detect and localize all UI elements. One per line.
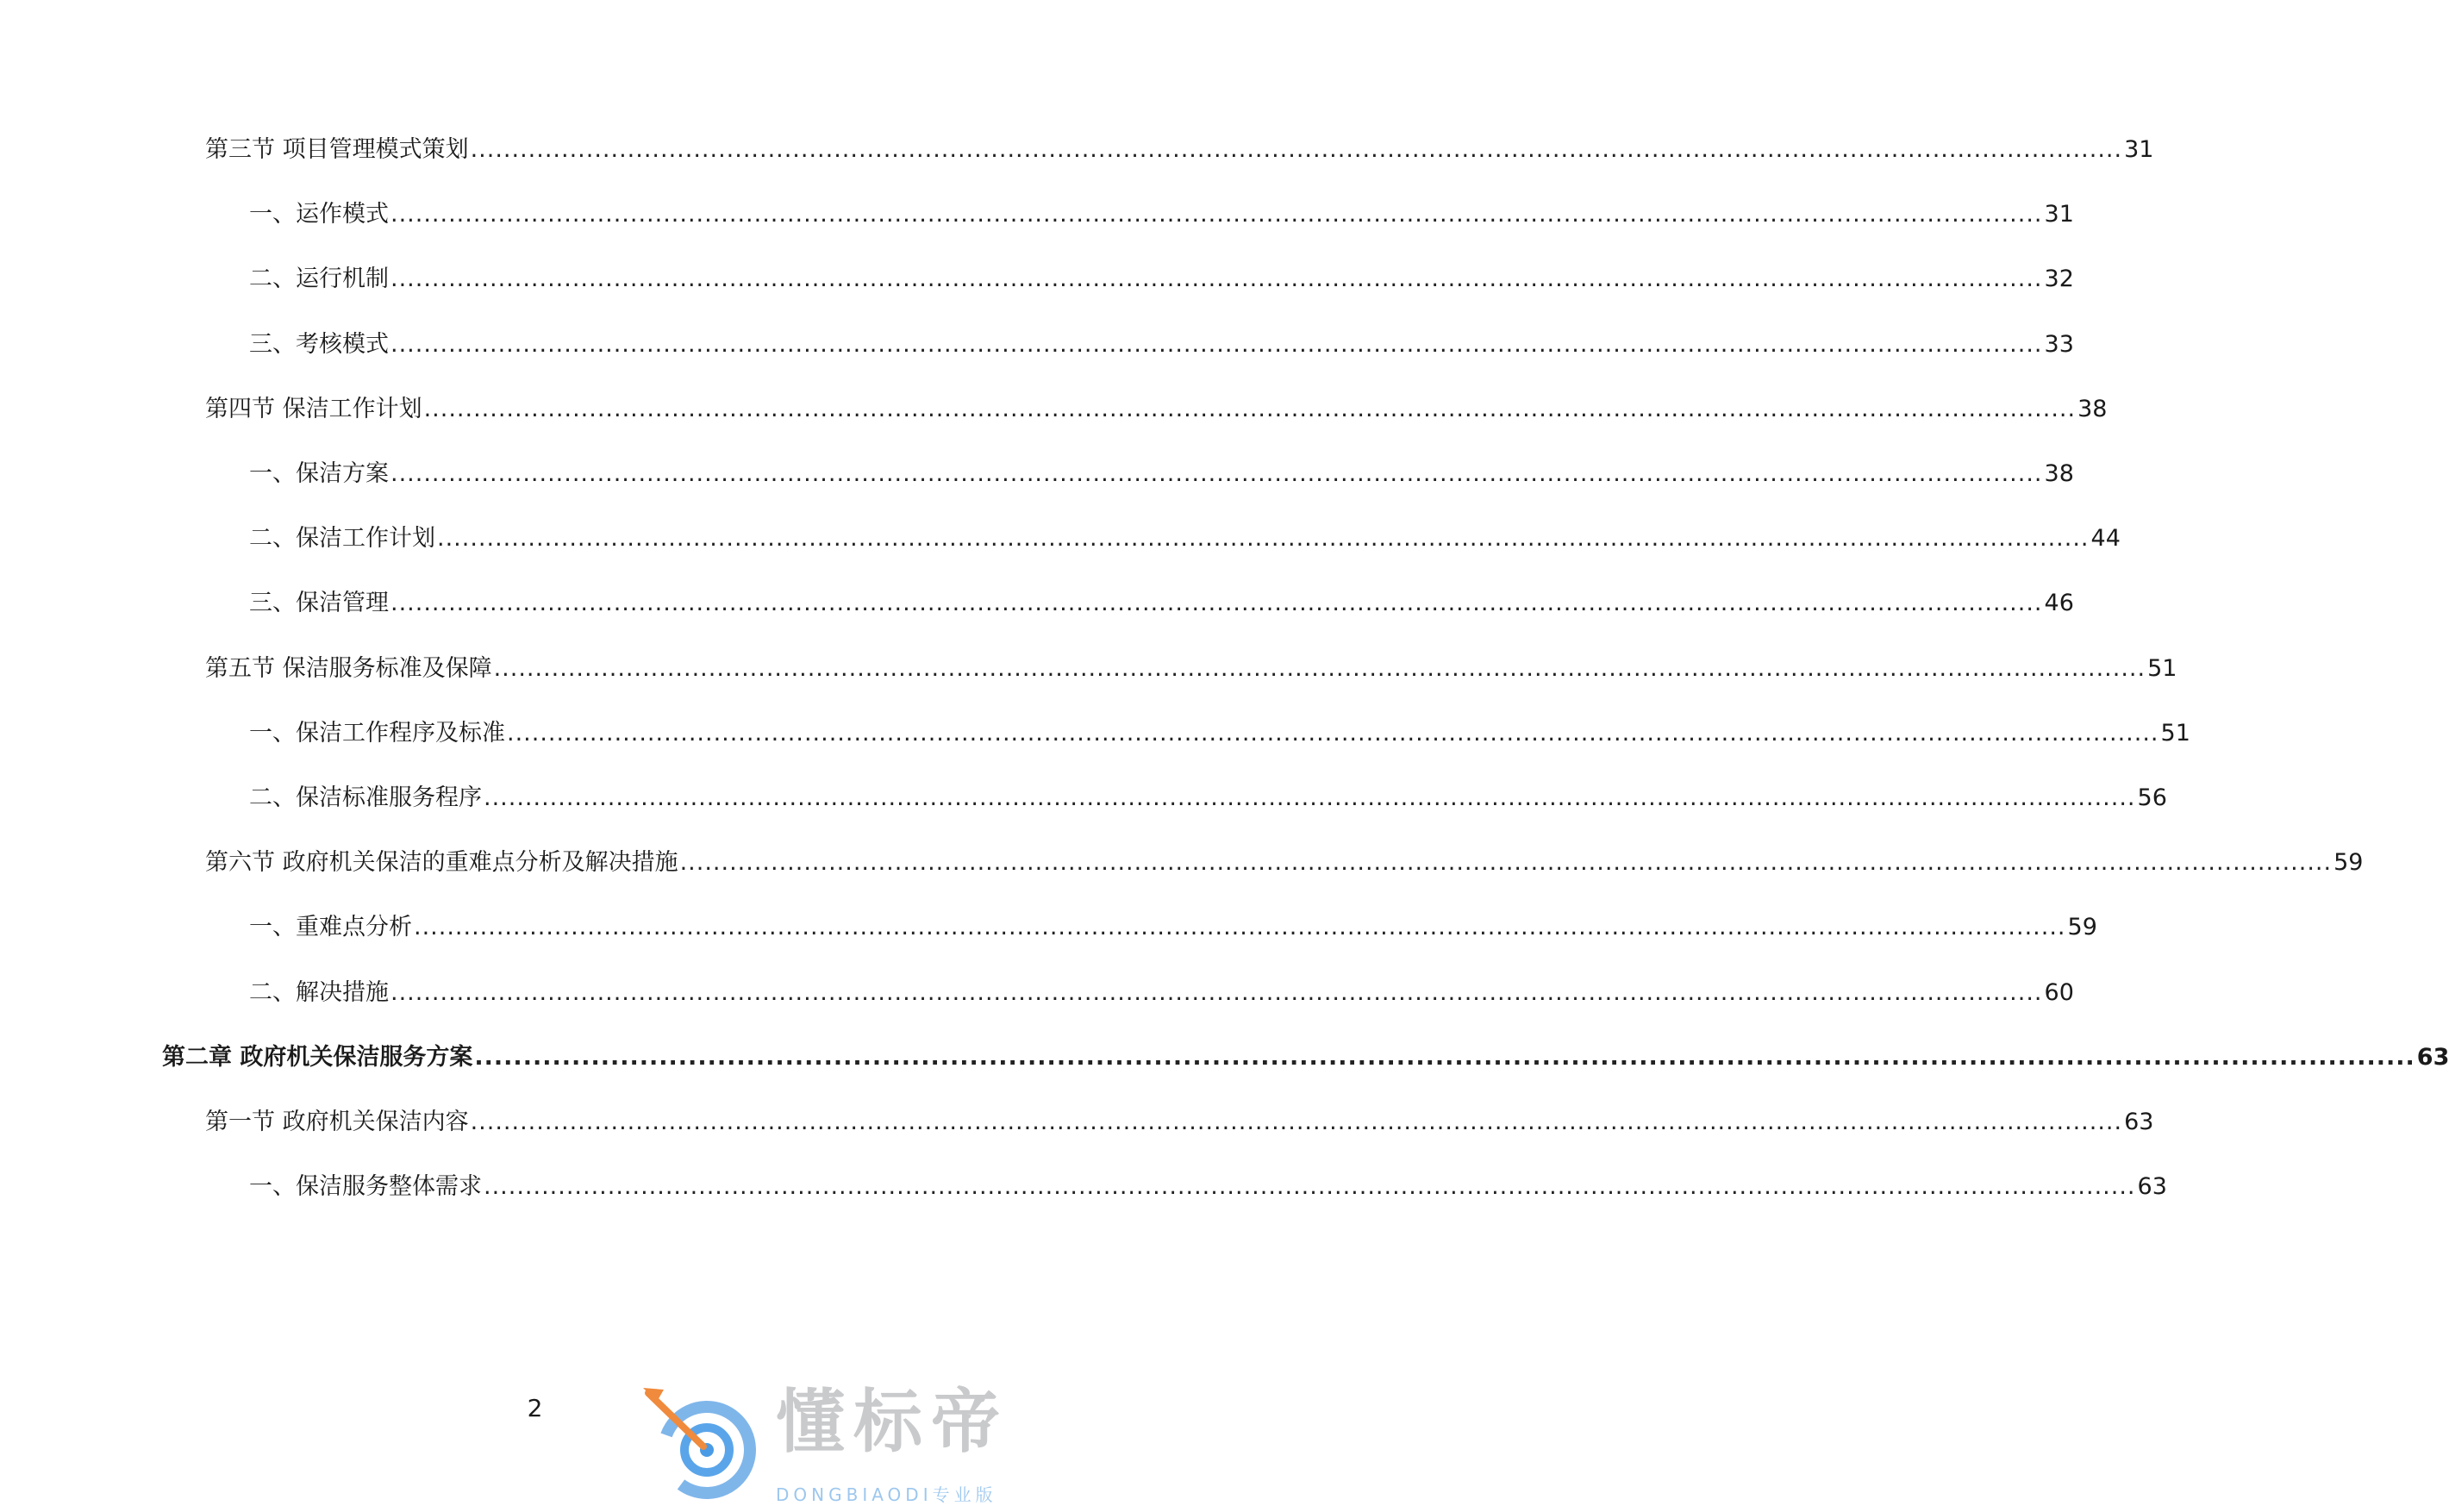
toc-dot-leader: ........................................................................................................................................................................................................ [390,979,2043,1006]
toc-dot-leader: ........................................................................................................................................................................................................ [484,1173,2136,1200]
toc-entry[interactable] [249,523,2121,554]
toc-entry-title: 二、保洁标准服务程序 [249,784,482,811]
toc-dot-leader: ........................................................................................................................................................................................................ [390,331,2043,358]
toc-entry-page: 33 [2044,331,2074,358]
page-number: 2 [527,1394,543,1422]
toc-entry-page: 63 [2137,1173,2167,1200]
toc-entry-page: 51 [2147,655,2177,682]
watermark-brand: 懂标帝 [776,1382,1009,1462]
toc-entry-title: 一、重难点分析 [249,914,412,940]
toc-dot-leader: ........................................................................................................................................................................................................ [414,914,2066,940]
toc-dot-leader: ........................................................................................................................................................................................................ [484,784,2136,811]
toc-entry-page: 60 [2044,979,2074,1006]
toc-entry-title: 一、运作模式 [249,201,389,228]
toc-entry-page: 59 [2333,849,2364,876]
watermark [638,1379,1052,1509]
toc-entry[interactable] [249,459,2074,490]
toc-entry-page: 63 [2124,1109,2154,1135]
toc-entry-page: 56 [2137,784,2167,811]
toc-dot-leader: ........................................................................................................................................................................................................ [470,136,2123,163]
toc-entry-title: 三、保洁管理 [249,590,389,616]
toc-entry-title: 二、运行机制 [249,266,389,292]
toc-entry-page: 32 [2044,266,2074,292]
toc-entry-page: 44 [2090,525,2121,552]
toc-entry-page: 31 [2044,201,2074,228]
toc-entry-title: 第五节 保洁服务标准及保障 [205,655,492,682]
toc-entry[interactable] [249,912,2097,943]
toc-dot-leader: ........................................................................................................................................................................................................ [493,655,2146,682]
toc-entry[interactable] [249,199,2074,230]
toc-dot-leader: ........................................................................................................................................................................................................ [474,1044,2415,1071]
toc-entry[interactable] [162,1042,2449,1073]
toc-entry[interactable] [249,718,2190,749]
toc-dot-leader: ........................................................................................................................................................................................................ [437,525,2090,552]
toc-entry-title: 第六节 政府机关保洁的重难点分析及解决措施 [205,849,678,876]
toc-entry-page: 46 [2044,590,2074,616]
toc-entry[interactable] [205,847,2364,878]
toc-entry-title: 一、保洁服务整体需求 [249,1173,482,1200]
toc-entry-page: 59 [2067,914,2097,940]
toc-entry-title: 第二章 政府机关保洁服务方案 [162,1044,473,1071]
toc-entry-page: 38 [2077,396,2108,422]
toc-dot-leader: ........................................................................................................................................................................................................ [390,460,2043,487]
toc-entry[interactable] [205,1107,2154,1138]
toc-entry-page: 38 [2044,460,2074,487]
toc-entry-title: 第三节 项目管理模式策划 [205,136,469,163]
toc-dot-leader: ........................................................................................................................................................................................................ [423,396,2077,422]
toc-entry-title: 一、保洁工作程序及标准 [249,720,505,747]
toc-dot-leader: ........................................................................................................................................................................................................ [390,266,2043,292]
toc-entry-title: 第一节 政府机关保洁内容 [205,1109,469,1135]
toc-dot-leader: ........................................................................................................................................................................................................ [390,590,2043,616]
toc-entry[interactable] [249,329,2074,360]
toc-entry[interactable] [205,653,2177,684]
toc-entry-title: 二、解决措施 [249,979,389,1006]
toc-entry-title: 二、保洁工作计划 [249,525,435,552]
toc-entry-title: 三、考核模式 [249,331,389,358]
toc-entry-page: 63 [2416,1044,2449,1071]
toc-entry[interactable] [205,394,2108,425]
toc-dot-leader: ........................................................................................................................................................................................................ [507,720,2159,747]
toc-entry-page: 31 [2124,136,2154,163]
target-arrow-icon [638,1379,767,1509]
toc-entry[interactable] [249,1171,2167,1203]
toc-entry-title: 第四节 保洁工作计划 [205,396,422,422]
watermark-subtitle: DONGBIAODI专业版 [776,1484,997,1505]
toc-dot-leader: ........................................................................................................................................................................................................ [390,201,2043,228]
toc-dot-leader: ........................................................................................................................................................................................................ [679,849,2333,876]
toc-dot-leader: ........................................................................................................................................................................................................ [470,1109,2123,1135]
toc-entry[interactable] [249,978,2074,1009]
toc-entry[interactable] [249,264,2074,295]
toc-entry-page: 51 [2160,720,2190,747]
toc-entry[interactable] [205,134,2154,166]
toc-entry[interactable] [249,588,2074,619]
toc-entry[interactable] [249,783,2167,814]
toc-entry-title: 一、保洁方案 [249,460,389,487]
